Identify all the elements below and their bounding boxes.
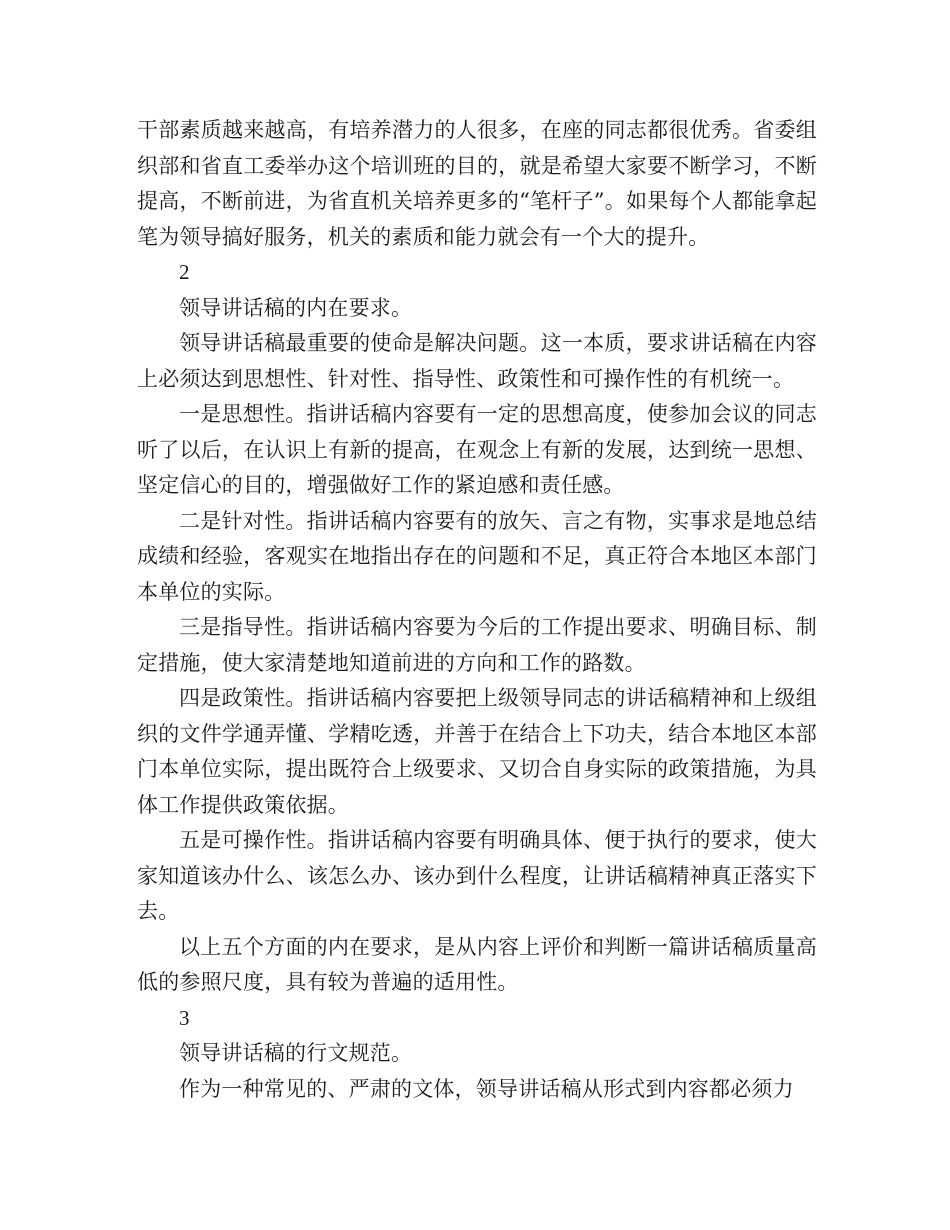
section-number-3: 3 bbox=[179, 1005, 190, 1030]
paragraph-ideological: 一是思想性。指讲话稿内容要有一定的思想高度，使参加会议的同志听了以后，在认识上有新的提高，在观念上有新的发展，达到统一思想、坚定信心的目的，增强做好工作的紧迫感和责任感。 bbox=[137, 402, 817, 497]
paragraph-writing-norms: 作为一种常见的、严肃的文体，领导讲话稿从形式到内容都必须力 bbox=[179, 1076, 794, 1101]
section-number-2: 2 bbox=[179, 260, 190, 284]
section-heading-inner-requirements: 领导讲话稿的内在要求。 bbox=[179, 295, 413, 320]
paragraph-targeted: 二是针对性。指讲话稿内容要有的放矢、言之有物，实事求是地总结成绩和经验，客观实在地指出存在的问题和不足，真正符合本地区本部门本单位的实际。 bbox=[137, 508, 817, 604]
section-heading-writing-norms: 领导讲话稿的行文规范。 bbox=[179, 1041, 413, 1065]
paragraph-guiding: 三是指导性。指讲话稿内容要为今后的工作提出要求、明确目标、制定措施，使大家清楚地知道前进的方向和工作的路数。 bbox=[137, 615, 817, 675]
paragraph-policy: 四是政策性。指讲话稿内容要把上级领导同志的讲话稿精神和上级组织的文件学通弄懂、学精吃透，并善于在结合上下功夫，结合本地区本部门本单位实际，提出既符合上级要求、又切合自身实际的政策措施，为具体工作提供政策依据。 bbox=[137, 686, 817, 817]
paragraph-summary: 以上五个方面的内在要求，是从内容上评价和判断一篇讲话稿质量高低的参照尺度，具有较为普遍的适用性。 bbox=[137, 934, 817, 994]
paragraph-operability: 五是可操作性。指讲话稿内容要有明确具体、便于执行的要求，使大家知道该办什么、该怎么办、该办到什么程度，让讲话稿精神真正落实下去。 bbox=[137, 828, 817, 923]
paragraph-cadre-quality: 干部素质越来越高，有培养潜力的人很多，在座的同志都很优秀。省委组织部和省直工委举办这个培训班的目的，就是希望大家要不断学习，不断提高，不断前进，为省直机关培养更多的“笔杆子”。如果每个人都能拿起笔为领导搞好服务，机关的素质和能力就会有一个大的提升。 bbox=[137, 118, 817, 249]
document-body bbox=[137, 113, 817, 1107]
paragraph-mission: 领导讲话稿最重要的使命是解决问题。这一本质，要求讲话稿在内容上必须达到思想性、针对性、指导性、政策性和可操作性的有机统一。 bbox=[137, 331, 817, 391]
